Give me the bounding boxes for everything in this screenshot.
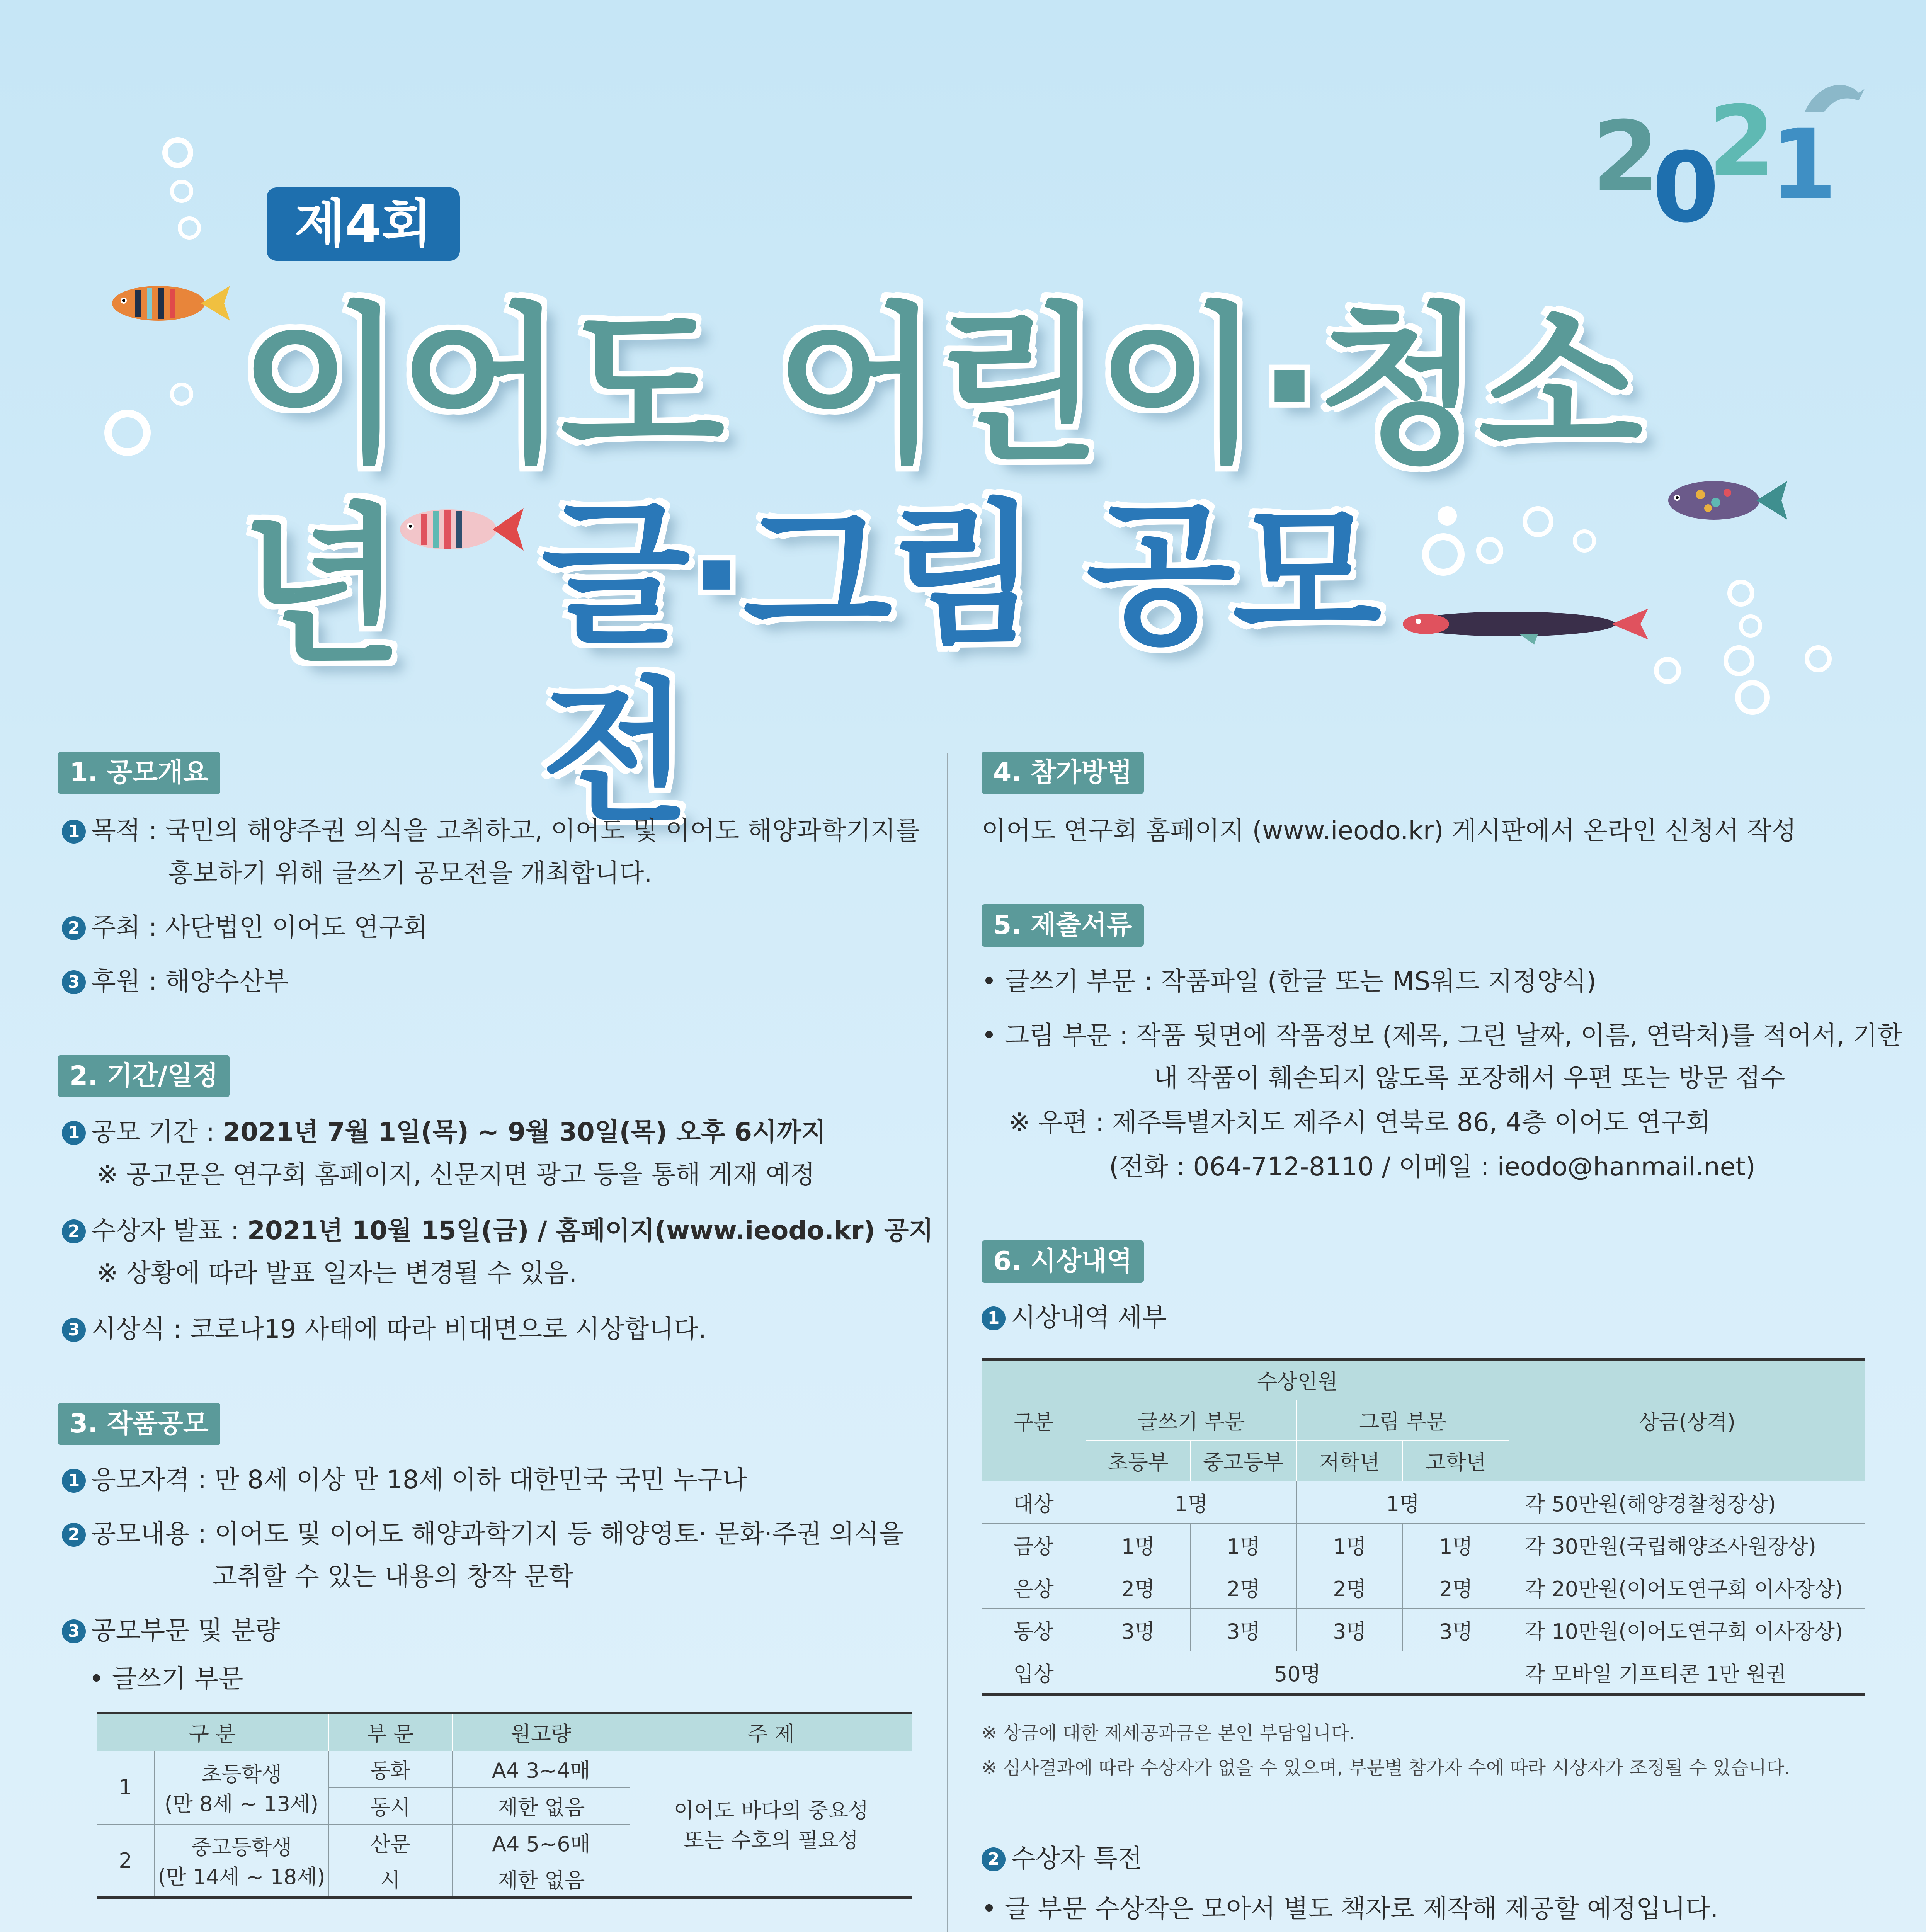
header-cell: 고학년 — [1403, 1440, 1509, 1481]
table-cell: 산문 — [328, 1824, 452, 1861]
host-text: 주최 : 사단법인 이어도 연구회 — [91, 912, 428, 942]
period-value: 2021년 7월 1일(목) ~ 9월 30일(목) 오후 6시까지 — [223, 1117, 826, 1147]
header-cell: 글쓰기 부문 — [1086, 1400, 1296, 1440]
eligibility-line — [62, 1463, 747, 1497]
table-cell: 1명 — [1296, 1481, 1509, 1524]
table-cell: 금상 — [982, 1524, 1086, 1566]
table-cell: 은상 — [982, 1566, 1086, 1609]
header-cell: 원고량 — [452, 1713, 630, 1751]
year-digit: 2 — [1708, 85, 1775, 197]
table-cell: 각 10만원(이어도연구회 이사장상) — [1509, 1609, 1865, 1651]
submit-writing: • 글쓰기 부문 : 작품파일 (한글 또는 MS워드 지정양식) — [982, 966, 1596, 996]
table-cell: 3명 — [1190, 1609, 1296, 1651]
bubble-icon — [1735, 680, 1770, 715]
table-cell: 동시 — [328, 1787, 452, 1824]
bubble-icon — [1727, 580, 1754, 607]
award-detail-text: 시상내역 세부 — [1011, 1303, 1167, 1332]
header-cell: 중고등부 — [1190, 1440, 1296, 1481]
award-table — [982, 1358, 1865, 1696]
table-header — [97, 1713, 912, 1751]
table-cell: 2명 — [1086, 1566, 1190, 1609]
table-cell: 동화 — [328, 1751, 452, 1787]
sponsor-text: 후원 : 해양수산부 — [91, 966, 289, 996]
table-row — [982, 1481, 1865, 1524]
header-cell: 구분 — [982, 1359, 1086, 1481]
table-cell: 1명 — [1190, 1524, 1296, 1566]
bubble-icon — [170, 383, 193, 406]
content-line-2: 고취할 수 있는 내용의 창작 문학 — [213, 1561, 573, 1591]
number-2-icon: 2 — [982, 1847, 1006, 1871]
ceremony-text: 시상식 : 코로나19 사태에 따라 비대면으로 시상합니다. — [91, 1314, 706, 1344]
number-2-icon: 2 — [62, 1219, 86, 1243]
table-cell: 시 — [328, 1861, 452, 1898]
host-line — [62, 910, 428, 945]
page-title: 이어도 어린이·청소년 — [240, 287, 1639, 686]
table-row — [982, 1566, 1865, 1609]
content-text: 공모내용 : 이어도 및 이어도 해양과학기지 등 해양영토· 문화·주권 의식을 — [91, 1519, 903, 1549]
bubble-icon — [1805, 645, 1832, 672]
section-2-heading: 2. 기간/일정 — [58, 1055, 230, 1097]
sponsor-line — [62, 964, 289, 999]
bubble-icon — [1724, 645, 1754, 676]
number-3-icon: 3 — [62, 970, 86, 994]
winner-value: 2021년 10월 15일(금) / 홈페이지(www.ieodo.kr) 공지 — [247, 1216, 934, 1245]
fish-icon — [108, 278, 232, 328]
number-3-icon: 3 — [62, 1318, 86, 1342]
table-cell: 2명 — [1403, 1566, 1509, 1609]
category-text: 공모부문 및 분량 — [91, 1616, 280, 1645]
award-note-2: ※ 심사결과에 따라 수상자가 없을 수 있으며, 부문별 참가자 수에 따라 시상자가 조정될 수 있습니다. — [982, 1757, 1790, 1779]
table-header — [982, 1359, 1865, 1400]
table-cell: 대상 — [982, 1481, 1086, 1524]
table-cell: 2명 — [1296, 1566, 1403, 1609]
table-cell: 2명 — [1190, 1566, 1296, 1609]
year-digit: 2 — [1592, 100, 1659, 213]
bubble-icon — [162, 137, 193, 168]
mail-contact: (전화 : 064-712-8110 / 이메일 : ieodo@hanmail.net) — [1109, 1152, 1756, 1182]
number-1-icon: 1 — [62, 1121, 86, 1145]
header-cell: 부 문 — [328, 1713, 452, 1751]
header-cell: 수상인원 — [1086, 1359, 1509, 1400]
period-line — [62, 1115, 826, 1150]
table-cell: 1명 — [1086, 1481, 1296, 1524]
table-cell: 각 모바일 기프티콘 1만 원권 — [1509, 1651, 1865, 1694]
bubble-icon — [104, 410, 151, 456]
table-row — [97, 1751, 912, 1787]
period-label: 공모 기간 : — [91, 1117, 223, 1147]
winner-note: ※ 상황에 따라 발표 일자는 변경될 수 있음. — [97, 1258, 577, 1288]
header-cell: 그림 부문 — [1296, 1400, 1509, 1440]
bubble-icon — [170, 180, 193, 203]
header-cell: 구 분 — [97, 1713, 328, 1751]
topic-cell — [630, 1751, 912, 1898]
table-cell: 입상 — [982, 1651, 1086, 1694]
submit-drawing: • 그림 부문 : 작품 뒷면에 작품정보 (제목, 그린 날짜, 이름, 연락처)를 적어서, 기한 — [982, 1020, 1902, 1050]
section-3-heading: 3. 작품공모 — [58, 1403, 220, 1445]
purpose-line — [62, 813, 920, 848]
table-cell: 동상 — [982, 1609, 1086, 1651]
period-note: ※ 공고문은 연구회 홈페이지, 신문지면 광고 등을 통해 게재 예정 — [97, 1160, 815, 1189]
purpose-text: 목적 : 국민의 해양주권 의식을 고취하고, 이어도 및 이어도 해양과학기지를 — [91, 816, 920, 845]
table-cell: A4 5~6매 — [452, 1824, 630, 1861]
writing-label: • 글쓰기 부문 — [89, 1664, 243, 1694]
apply-method: 이어도 연구회 홈페이지 (www.ieodo.kr) 게시판에서 온라인 신청서 작성 — [982, 816, 1797, 845]
year-graphic — [1592, 85, 1837, 244]
group-age: (만 8세 ~ 13세) — [164, 1791, 319, 1816]
table-cell: 제한 없음 — [452, 1861, 630, 1898]
section-5-heading: 5. 제출서류 — [982, 904, 1144, 947]
section-6-heading: 6. 시상내역 — [982, 1240, 1144, 1283]
table-cell: 2 — [97, 1824, 155, 1898]
table-cell: 3명 — [1403, 1609, 1509, 1651]
table-cell — [155, 1824, 328, 1898]
number-3-icon: 3 — [62, 1619, 86, 1643]
group-label: 초등학생 — [201, 1762, 282, 1786]
eligibility-text: 응모자격 : 만 8세 이상 만 18세 이하 대한민국 국민 누구나 — [91, 1465, 747, 1495]
topic-line: 이어도 바다의 중요성 — [674, 1798, 869, 1823]
mail-address: ※ 우편 : 제주특별자치도 제주시 연북로 86, 4층 이어도 연구회 — [1009, 1107, 1710, 1137]
bubble-icon — [1739, 614, 1762, 638]
table-cell: 1 — [97, 1751, 155, 1824]
table-cell: 3명 — [1086, 1609, 1190, 1651]
number-1-icon: 1 — [982, 1306, 1006, 1330]
group-label: 중고등학생 — [191, 1835, 292, 1859]
header-cell: 주 제 — [630, 1713, 912, 1751]
table-row — [982, 1524, 1865, 1566]
table-cell: 1명 — [1086, 1524, 1190, 1566]
table-cell — [155, 1751, 328, 1824]
edition-badge: 제4회 — [267, 187, 460, 261]
number-1-icon: 1 — [62, 1469, 86, 1493]
table-cell: 각 20만원(이어도연구회 이사장상) — [1509, 1566, 1865, 1609]
group-age: (만 14세 ~ 18세) — [158, 1865, 325, 1889]
page-subtitle: 글·그림 공모전 — [541, 486, 1379, 843]
number-2-icon: 2 — [62, 916, 86, 940]
benefit-1: • 글 부문 수상작은 모아서 별도 책자로 제작해 제공할 예정입니다. — [982, 1894, 1718, 1923]
table-cell: 50명 — [1086, 1651, 1509, 1694]
table-row — [982, 1651, 1865, 1694]
section-4-heading: 4. 참가방법 — [982, 752, 1144, 794]
column-divider — [947, 753, 948, 1932]
purpose-line-2: 홍보하기 위해 글쓰기 공모전을 개최합니다. — [168, 858, 652, 888]
number-2-icon: 2 — [62, 1523, 86, 1547]
table-row — [982, 1609, 1865, 1651]
submit-drawing-2: 내 작품이 훼손되지 않도록 포장해서 우편 또는 방문 접수 — [1154, 1063, 1785, 1093]
section-1-heading: 1. 공모개요 — [58, 752, 220, 794]
number-1-icon: 1 — [62, 820, 86, 844]
header-cell: 초등부 — [1086, 1440, 1190, 1481]
winner-label: 수상자 발표 : — [91, 1216, 247, 1245]
table-cell: 1명 — [1403, 1524, 1509, 1566]
award-note-1: ※ 상금에 대한 제세공과금은 본인 부담입니다. — [982, 1722, 1355, 1744]
table-cell: 1명 — [1296, 1524, 1403, 1566]
table-cell: 제한 없음 — [452, 1787, 630, 1824]
benefit-text: 수상자 특전 — [1011, 1844, 1142, 1873]
table-cell: A4 3~4매 — [452, 1751, 630, 1787]
winner-line — [62, 1213, 933, 1248]
content-line — [62, 1517, 903, 1551]
table-cell: 각 30만원(국립해양조사원장상) — [1509, 1524, 1865, 1566]
year-digit: 0 — [1652, 131, 1719, 244]
year-digit: 1 — [1770, 108, 1837, 221]
table-cell: 3명 — [1296, 1609, 1403, 1651]
header-cell: 저학년 — [1296, 1440, 1403, 1481]
ceremony-line — [62, 1312, 706, 1347]
table-cell: 각 50만원(해양경찰청장상) — [1509, 1481, 1865, 1524]
bubble-icon — [178, 216, 201, 240]
topic-line: 또는 수호의 필요성 — [684, 1828, 859, 1852]
benefit-line — [982, 1841, 1142, 1876]
award-detail-line — [982, 1300, 1167, 1335]
category-line — [62, 1613, 280, 1648]
header-cell: 상금(상격) — [1509, 1359, 1865, 1481]
writing-table — [97, 1712, 912, 1899]
